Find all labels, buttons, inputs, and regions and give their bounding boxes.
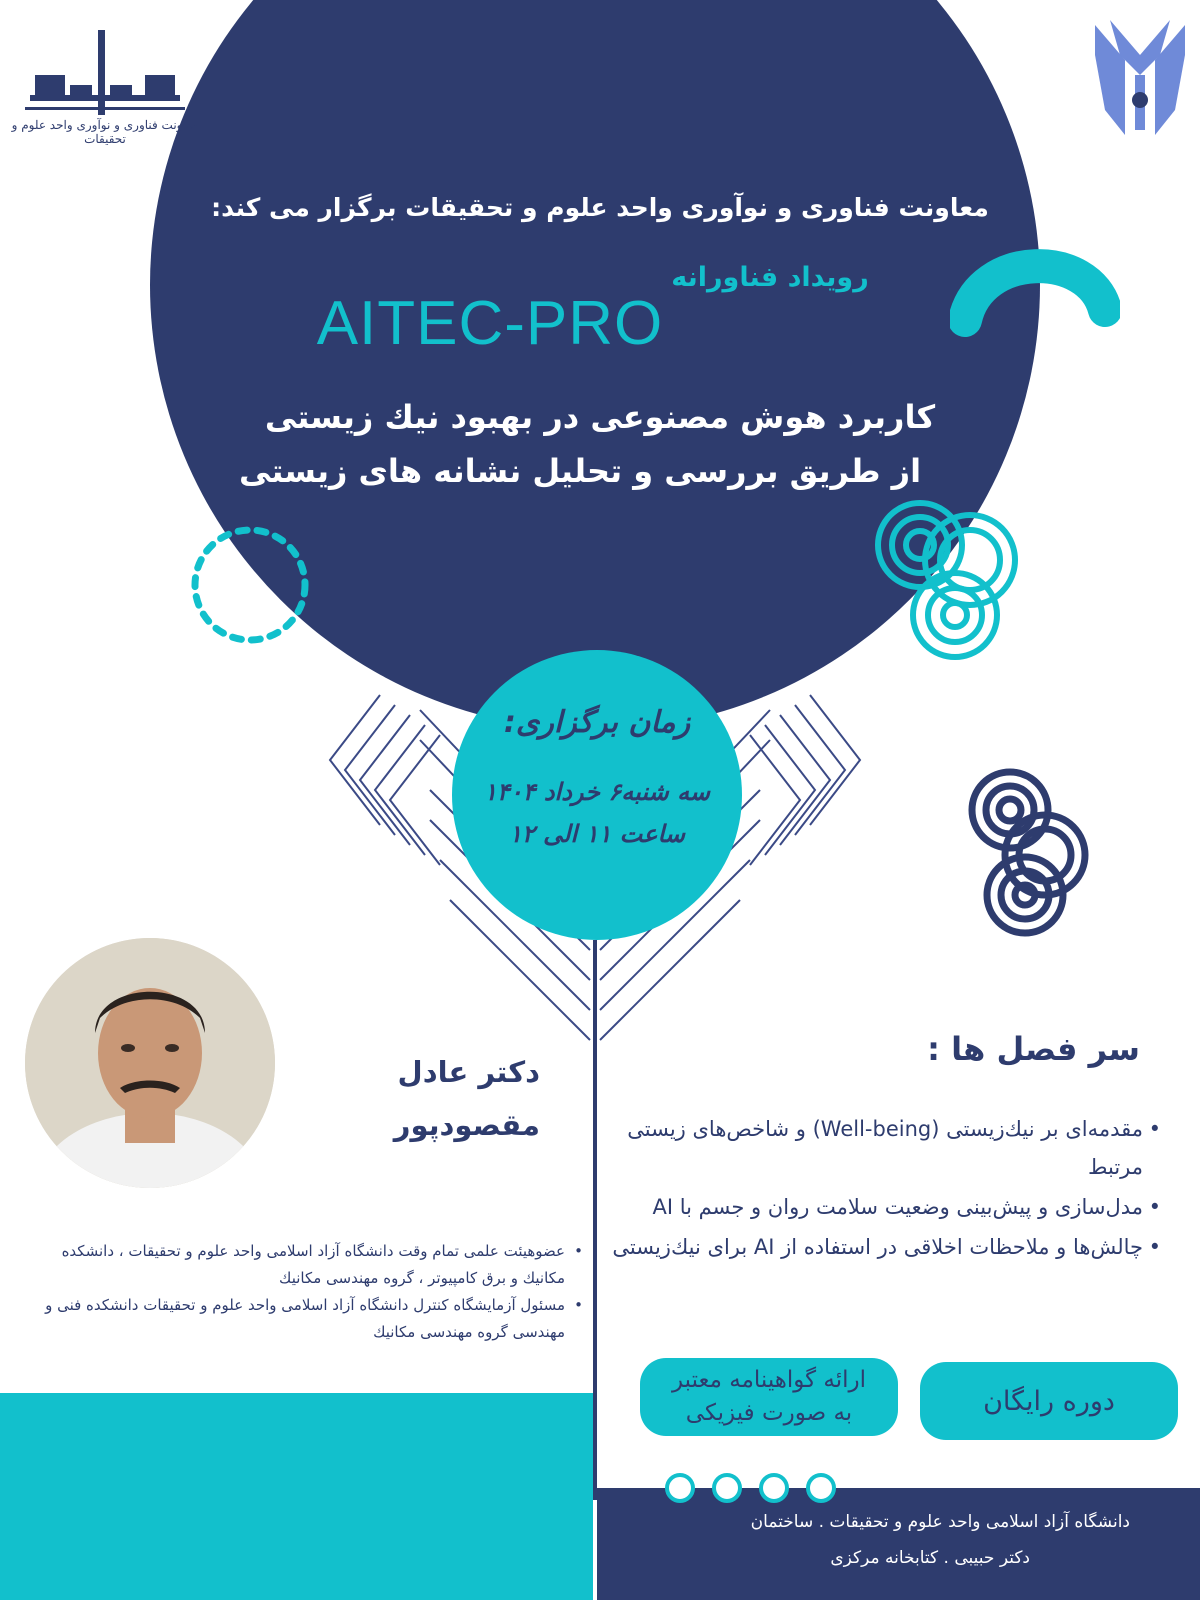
event-name: AITEC-PRO bbox=[316, 289, 664, 358]
footer-band-right bbox=[597, 1488, 1200, 1600]
event-subtitle-line2: از طریق بررسی و تحلیل نشانه های زیستی bbox=[238, 452, 922, 490]
certificate-label-line2: به صورت فیزیکی bbox=[685, 1400, 853, 1426]
speaker-bio-list bbox=[30, 1238, 585, 1346]
topic-item: • مقدمه‌ای بر نیك‌زیستی (Well-being) و شاخص‌های زیستی مرتبط bbox=[610, 1110, 1165, 1186]
topic-item: • چالش‌ها و ملاحظات اخلاقی در استفاده از AI برای نیك‌زیستی bbox=[610, 1228, 1165, 1266]
venue-address-line2: دکتر حبیبی . کتابخانه مرکزی bbox=[830, 1548, 1030, 1568]
dot-decoration bbox=[759, 1473, 789, 1503]
free-course-badge bbox=[920, 1362, 1178, 1440]
divider-line bbox=[593, 940, 597, 1500]
event-subtitle-line1: کاربرد هوش مصنوعی در بهبود نیك زیستی bbox=[264, 398, 936, 436]
topics-title: سر فصل ها : bbox=[927, 1030, 1140, 1068]
schedule-hours: ساعت ۱۱ الی ۱۲ bbox=[509, 820, 685, 848]
speaker-bio-item: • مسئول آزمایشگاه کنترل دانشگاه آزاد اسلامی واحد علوم و تحقیقات دانشکده فنی و مهندسی گروه مهندسی مکانیك bbox=[30, 1292, 585, 1346]
topics-list bbox=[610, 1110, 1165, 1268]
logo-caption: معاونت فناوری و نوآوری واحد علوم و تحقیقات bbox=[11, 118, 199, 146]
venue-address-line1: دانشگاه آزاد اسلامی واحد علوم و تحقیقات . ساختمان bbox=[750, 1512, 1130, 1532]
swirl-icon bbox=[945, 765, 1095, 940]
dash-ring-decoration bbox=[180, 515, 320, 655]
azad-university-logo bbox=[1090, 15, 1190, 165]
speaker-name-line2: مقصودپور bbox=[393, 1108, 540, 1142]
schedule-date: سه شنبه۶ خرداد ۱۴۰۴ bbox=[483, 778, 711, 806]
dot-decoration bbox=[806, 1473, 836, 1503]
speaker-portrait bbox=[25, 938, 275, 1188]
speaker-bio-item: • عضوهیئت علمی تمام وقت دانشگاه آزاد اسلامی واحد علوم و تحقیقات ، دانشکده مکانیك و برق کامپیوتر ، گروه مهندسی مکانیك bbox=[30, 1238, 585, 1292]
speaker-name-line1: دکتر عادل bbox=[397, 1055, 540, 1089]
event-type-label: رویداد فناورانه bbox=[671, 262, 869, 293]
free-course-label: دوره رایگان bbox=[983, 1385, 1115, 1417]
dot-decoration bbox=[665, 1473, 695, 1503]
organizer-line: معاونت فناوری و نوآوری واحد علوم و تحقیقات برگزار می کند: bbox=[211, 193, 989, 222]
arc-decoration bbox=[950, 240, 1120, 350]
certificate-label-line1: ارائه گواهینامه معتبر bbox=[671, 1367, 867, 1393]
certificate-badge bbox=[640, 1358, 898, 1436]
topic-item: • مدل‌سازی و پیش‌بینی وضعیت سلامت روان و جسم با AI bbox=[610, 1188, 1165, 1226]
swirl-icon bbox=[860, 490, 1030, 665]
dot-decoration bbox=[712, 1473, 742, 1503]
footer-band-left bbox=[0, 1393, 593, 1600]
schedule-label: زمان برگزاری: bbox=[503, 705, 691, 740]
speaker-portrait-graphic bbox=[25, 938, 275, 1188]
